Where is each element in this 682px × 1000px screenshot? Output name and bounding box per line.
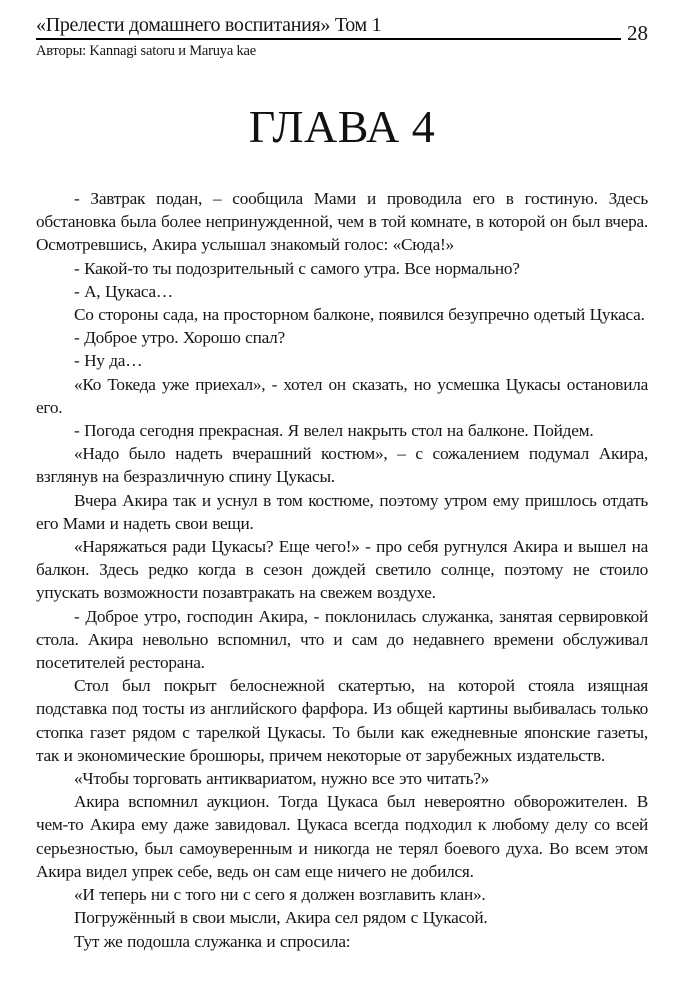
paragraph: - Доброе утро, господин Акира, - поклонилась служанка, занятая сервировкой стола. Акира невольно вспомнил, что и сам до недавнего времени обслуживал посетителей ресторана. xyxy=(36,606,648,673)
paragraph: - Завтрак подан, – сообщила Мами и проводила его в гостиную. Здесь обстановка была более непринужденной, чем в той комнате, в которой он был вчера. Осмотревшись, Акира услышал знакомый голос: «Сюда!» xyxy=(36,189,648,255)
paragraph: «Наряжаться ради Цукасы? Еще чего!» - про себя ругнулся Акира и вышел на балкон. Здесь редко когда в сезон дождей светило солнце, поэтому не стоило упускать возможности позавтракать на свежем воздухе. xyxy=(36,537,648,603)
chapter-body xyxy=(36,187,648,953)
paragraph: - А, Цукаса… xyxy=(74,281,173,301)
paragraph: Погружённый в свои мысли, Акира сел рядом с Цукасой. xyxy=(74,908,488,928)
paragraph: - Ну да… xyxy=(74,351,143,371)
book-title: «Прелести домашнего воспитания» Том 1 xyxy=(36,14,382,36)
page-header xyxy=(36,14,648,60)
paragraph: Вчера Акира так и уснул в том костюме, поэтому утром ему пришлось отдать его Мами и надеть свои вещи. xyxy=(36,490,648,533)
paragraph: Акира вспомнил аукцион. Тогда Цукаса был невероятно обворожителен. В чем-то Акира ему даже завидовал. Цукаса всегда подходил к любому делу со всей серьезностью, был самоуверенным и никогда не терял боевого духа. Во всем этом Акира видел упрек себе, ведь он сам еще ничего не добился. xyxy=(36,792,648,881)
paragraph: «И теперь ни с того ни с сего я должен возглавить клан». xyxy=(74,885,486,905)
chapter-title: ГЛАВА 4 xyxy=(248,101,436,152)
paragraph: Тут же подошла служанка и спросила: xyxy=(74,931,351,951)
paragraph: «Ко Токеда уже приехал», - хотел он сказать, но усмешка Цукасы остановила его. xyxy=(36,374,648,417)
paragraph: Стол был покрыт белоснежной скатертью, на которой стояла изящная подставка под тосты из английского фарфора. Из общей картины выбивалась только стопка газет рядом с тарелкой Цукасы. То были как ежедневные японские газеты, так и экономические брошюры, причем некоторые от зарубежных издательств. xyxy=(36,676,648,765)
paragraph: - Погода сегодня прекрасная. Я велел накрыть стол на балконе. Пойдем. xyxy=(74,421,594,441)
authors-line: Авторы: Kannagi satoru и Maruya kae xyxy=(36,43,257,59)
paragraph: «Чтобы торговать антиквариатом, нужно все это читать?» xyxy=(74,769,490,789)
paragraph: - Какой-то ты подозрительный с самого утра. Все нормально? xyxy=(74,258,520,278)
paragraph: - Доброе утро. Хорошо спал? xyxy=(74,328,285,348)
header-rule xyxy=(36,14,621,40)
paragraph: Со стороны сада, на просторном балконе, появился безупречно одетый Цукаса. xyxy=(74,305,645,325)
header-row xyxy=(36,14,648,45)
paragraph: «Надо было надеть вчерашний костюм», – с сожалением подумал Акира, взглянув на безразличную спину Цукасы. xyxy=(36,444,648,487)
page-number: 28 xyxy=(627,21,648,45)
